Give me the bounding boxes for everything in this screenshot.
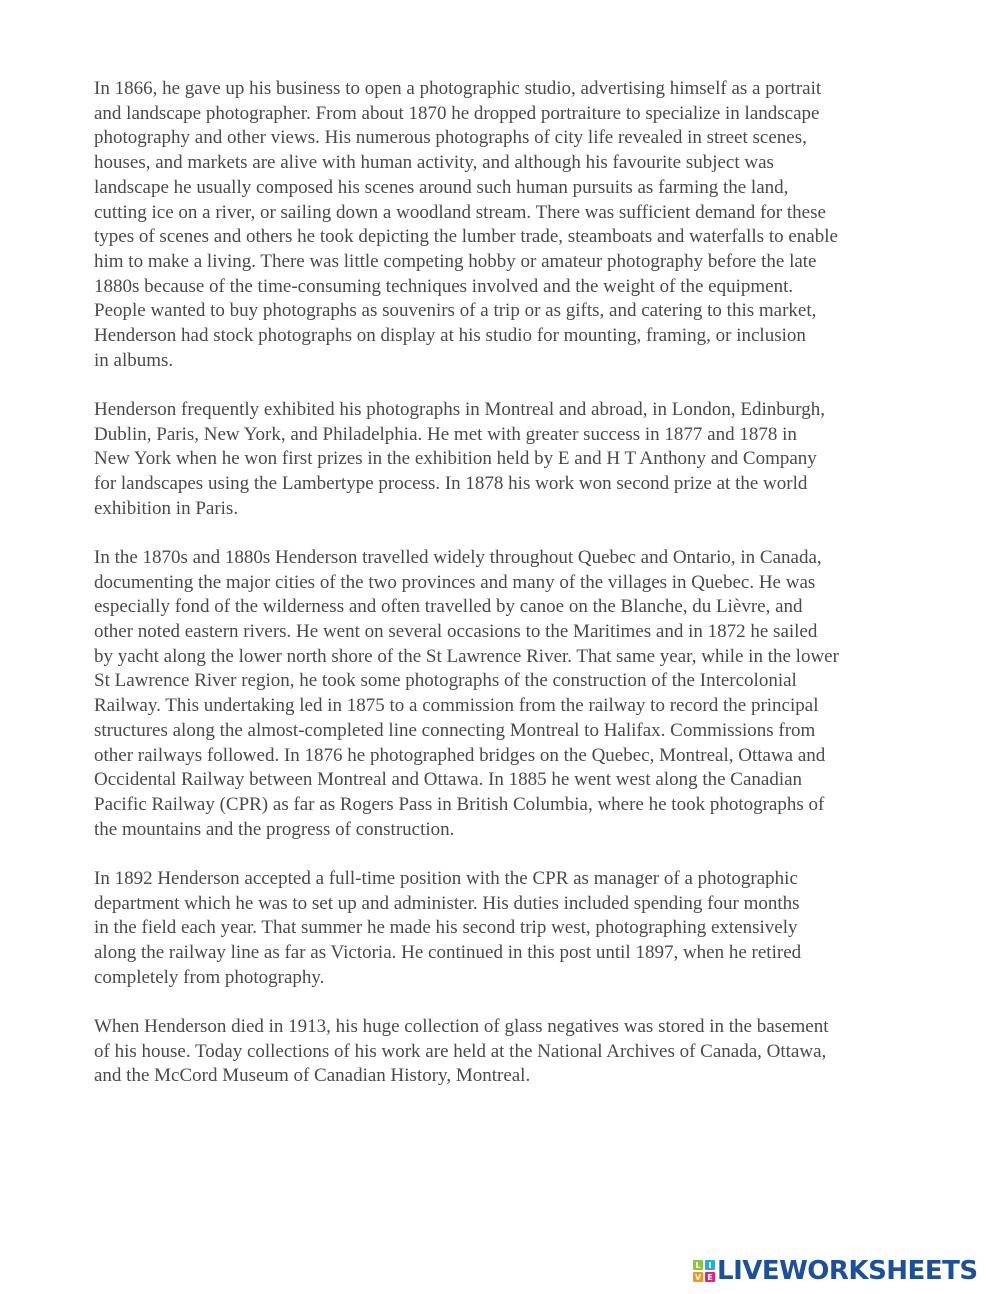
text-line: Henderson frequently exhibited his photographs in Montreal and abroad, in London, Edinburgh, (94, 398, 825, 420)
text-line: the mountains and the progress of construction. (94, 818, 455, 840)
text-line: New York when he won first prizes in the exhibition held by E and H T Anthony and Company (94, 448, 817, 470)
text-line: structures along the almost-completed line connecting Montreal to Halifax. Commissions from (94, 719, 816, 741)
text-line: In 1866, he gave up his business to open a photographic studio, advertising himself as a portrait (94, 78, 822, 99)
liveworksheets-logo-icon (693, 1260, 715, 1282)
text-line: and the McCord Museum of Canadian History, Montreal. (94, 1065, 531, 1087)
text-line: in albums. (94, 349, 174, 371)
text-line: Henderson had stock photographs on display at his studio for mounting, framing, or inclusion (94, 325, 806, 347)
text-line: him to make a living. There was little competing hobby or amateur photography before the late (94, 250, 817, 272)
text-line: In the 1870s and 1880s Henderson travelled widely throughout Quebec and Ontario, in Canada, (94, 546, 822, 568)
text-line: along the railway line as far as Victoria. He continued in this post until 1897, when he retired (94, 942, 802, 963)
text-line: Dublin, Paris, New York, and Philadelphia. He met with greater success in 1877 and 1878 in (94, 423, 797, 445)
text-line: Occidental Railway between Montreal and Ottawa. In 1885 he went west along the Canadian (94, 769, 803, 791)
logo-mark-square: V (694, 1272, 702, 1282)
text-line: 1880s because of the time-consuming techniques involved and the weight of the equipment. (94, 275, 794, 297)
text-line: St Lawrence River region, he took some photographs of the construction of the Intercolonial (94, 670, 797, 692)
liveworksheets-logo[interactable] (693, 1258, 978, 1284)
text-line: by yacht along the lower north shore of the St Lawrence River. That same year, while in the lower (94, 645, 839, 667)
logo-mark-square: E (705, 1272, 715, 1282)
text-line: for landscapes using the Lambertype process. In 1878 his work won second prize at the world (94, 473, 808, 495)
paragraph (94, 77, 924, 373)
text-line: completely from photography. (94, 966, 325, 988)
text-line: cutting ice on a river, or sailing down a woodland stream. There was sufficient demand for these (94, 201, 826, 223)
paragraph (94, 398, 924, 522)
paragraph (94, 1015, 924, 1089)
text-line: Pacific Railway (CPR) as far as Rogers Pass in British Columbia, where he took photographs of (94, 793, 825, 815)
text-line: photography and other views. His numerous photographs of city life revealed in street scenes, (94, 127, 807, 149)
logo-mark-square: L (693, 1260, 703, 1270)
text-line: department which he was to set up and administer. His duties included spending four months (94, 892, 800, 914)
text-line: other noted eastern rivers. He went on several occasions to the Maritimes and in 1872 he sailed (94, 621, 818, 643)
text-line: of his house. Today collections of his work are held at the National Archives of Canada, Ottawa, (94, 1040, 827, 1062)
paragraph (94, 546, 924, 842)
text-line: other railways followed. In 1876 he photographed bridges on the Quebec, Montreal, Ottawa and (94, 744, 826, 766)
text-line: houses, and markets are alive with human activity, and although his favourite subject was (94, 152, 774, 174)
logo-mark-square: I (705, 1260, 715, 1270)
liveworksheets-wordmark: LIVEWORKSHEETS (717, 1256, 978, 1286)
text-line: and landscape photographer. From about 1870 he dropped portraiture to specialize in landscape (94, 102, 820, 124)
text-line: documenting the major cities of the two provinces and many of the villages in Quebec. He was (94, 571, 816, 593)
text-line: especially fond of the wilderness and often travelled by canoe on the Blanche, du Lièvre, and (94, 596, 803, 618)
paragraph (94, 867, 924, 991)
text-line: In 1892 Henderson accepted a full-time position with the CPR as manager of a photographic (94, 867, 798, 889)
text-line: People wanted to buy photographs as souvenirs of a trip or as gifts, and catering to this market, (94, 300, 817, 322)
document-body (94, 77, 924, 1114)
text-line: in the field each year. That summer he made his second trip west, photographing extensively (94, 917, 798, 939)
text-line: Railway. This undertaking led in 1875 to a commission from the railway to record the principal (94, 695, 819, 717)
text-line: exhibition in Paris. (94, 497, 239, 519)
text-line: landscape he usually composed his scenes around such human pursuits as farming the land, (94, 176, 789, 198)
text-line: types of scenes and others he took depicting the lumber trade, steamboats and waterfalls to enable (94, 226, 838, 248)
text-line: When Henderson died in 1913, his huge collection of glass negatives was stored in the basement (94, 1015, 829, 1037)
